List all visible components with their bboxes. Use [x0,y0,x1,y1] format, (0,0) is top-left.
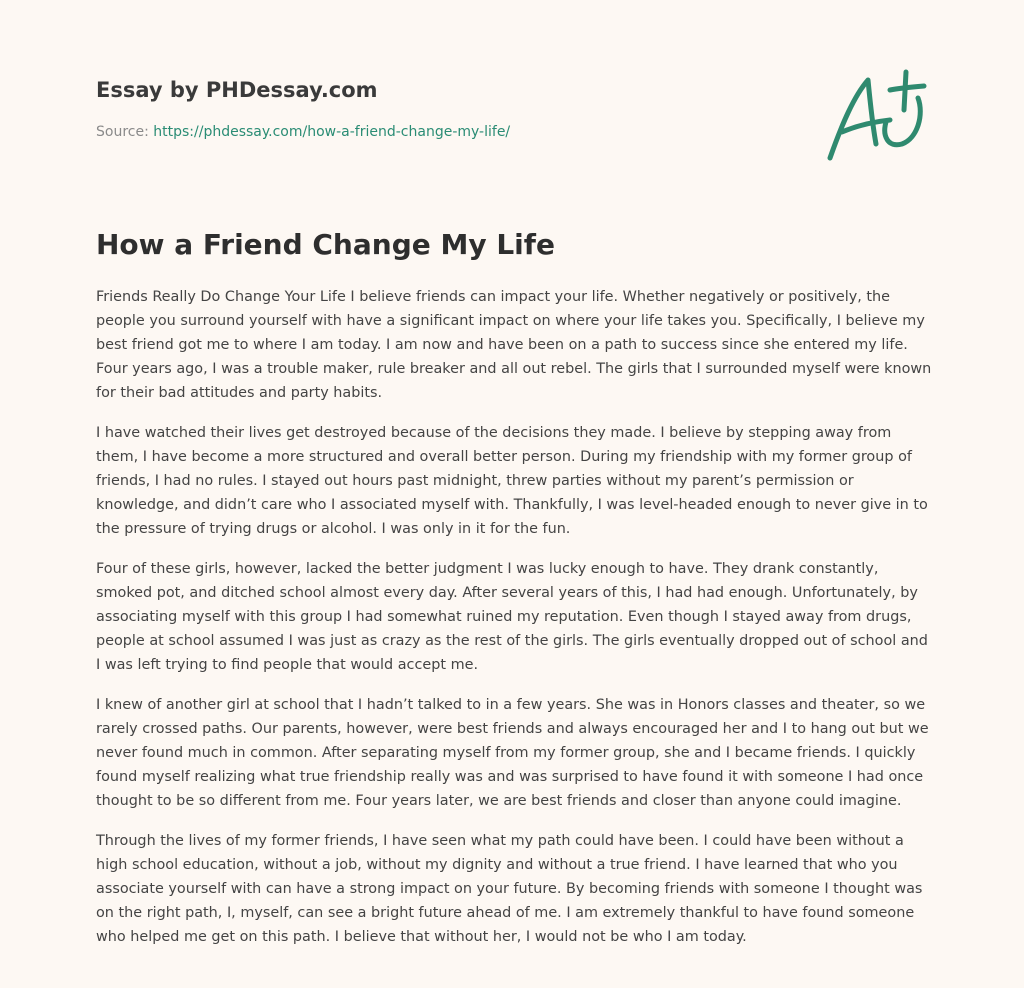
essay-paragraph: Through the lives of my former friends, I have seen what my path could have been. I could have been without a high school education, without a job, without my dignity and without a true friend. I have learned that who you associate yourself with can have a strong impact on your future. By becoming friends with someone I thought was on the right path, I, myself, can see a bright future ahead of me. I am extremely thankful to have found someone who helped me get on this path. I believe that without her, I would not be who I am today. [96,833,923,945]
essay-paragraph: Friends Really Do Change Your Life I believe friends can impact your life. Whether negatively or positively, the people you surround yourself with have a significant impact on where your life takes you. Specifically, I believe my best friend got me to where I am today. I am now and have been on a path to success since she entered my life. Four years ago, I was a trouble maker, rule breaker and all out rebel. The girls that I surrounded myself were known for their bad attitudes and party habits. [96,289,932,401]
site-header [96,76,696,142]
site-brand: Essay by PHDessay.com [96,78,378,102]
essay-title: How a Friend Change My Life [96,228,555,261]
essay-paragraph: I have watched their lives get destroyed because of the decisions they made. I believe by stepping away from them, I have become a more structured and overall better person. During my friendship with my former group of friends, I had no rules. I stayed out hours past midnight, threw parties without my parent’s permission or knowledge, and didn’t care who I associated myself with. Thankfully, I was level-headed enough to never give in to the pressure of trying drugs or alcohol. I was only in it for the fun. [96,425,928,537]
source-label: Source: [96,124,154,140]
essay-body [96,285,936,965]
a-plus-logo-icon [820,66,930,166]
essay-paragraph: Four of these girls, however, lacked the better judgment I was lucky enough to have. They drank constantly, smoked pot, and ditched school almost every day. After several years of this, I had had enough. Unfortunately, by associating myself with this group I had somewhat ruined my reputation. Even though I stayed away from drugs, people at school assumed I was just as crazy as the rest of the girls. The girls eventually dropped out of school and I was left trying to find people that would accept me. [96,561,928,673]
source-line [96,122,696,142]
source-link[interactable]: https://phdessay.com/how-a-friend-change-my-life/ [153,124,511,140]
essay-paragraph: I knew of another girl at school that I hadn’t talked to in a few years. She was in Honors classes and theater, so we rarely crossed paths. Our parents, however, were best friends and always encouraged her and I to hang out but we never found much in common. After separating myself from my former group, she and I became friends. I quickly found myself realizing what true friendship really was and was surprised to have found it with someone I had once thought to be so different from me. Four years later, we are best friends and closer than anyone could imagine. [96,697,929,809]
